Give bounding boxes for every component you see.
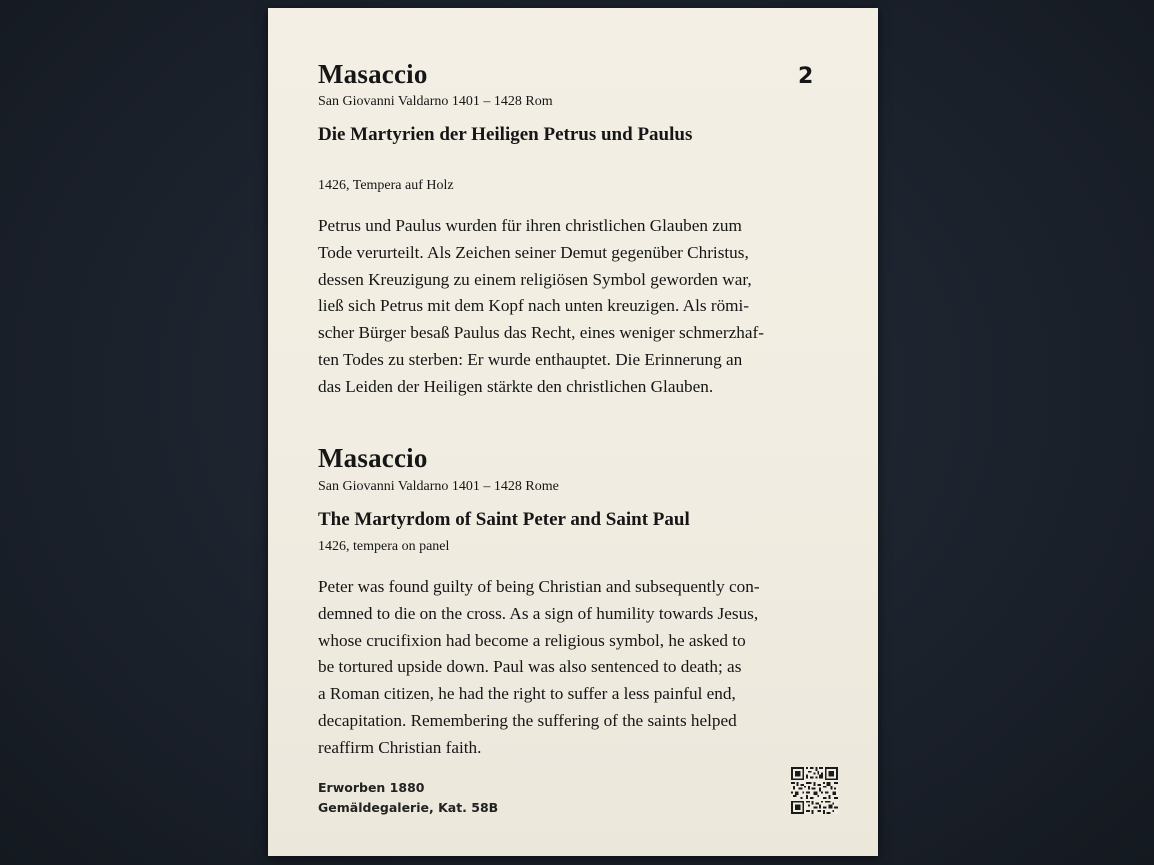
artist-name-de: Masaccio — [318, 59, 428, 89]
description-line: a Roman citizen, he had the right to suffer a less painful end, — [318, 684, 736, 704]
description-line: be tortured upside down. Paul was also sentenced to death; as — [318, 657, 742, 677]
qr-code-icon[interactable] — [791, 767, 838, 814]
description-line: das Leiden der Heiligen stärkte den christlichen Glauben. — [318, 376, 714, 396]
description-line: Petrus und Paulus wurden für ihren christlichen Glauben zum — [318, 216, 742, 235]
artist-name-en: Masaccio — [318, 443, 428, 473]
artist-life-de: San Giovanni Valdarno 1401 – 1428 Rom — [318, 94, 553, 109]
description-line: ließ sich Petrus mit dem Kopf nach unten kreuzigen. Als römi- — [318, 296, 750, 316]
description-line: whose crucifixion had become a religious symbol, he asked to — [318, 630, 746, 650]
description-line: scher Bürger besaß Paulus das Recht, eines weniger schmerzhaf- — [318, 323, 764, 343]
description-line: Peter was found guilty of being Christian and subsequently con- — [318, 577, 760, 596]
description-line: Tode verurteilt. Als Zeichen seiner Demut gegenüber Christus, — [318, 242, 749, 262]
description-line: reaffirm Christian faith. — [318, 737, 482, 757]
description-line: ten Todes zu sterben: Er wurde enthauptet. Die Erinnerung an — [318, 349, 743, 369]
label-number: 2 — [798, 64, 814, 89]
museum-label-card — [268, 8, 878, 856]
acquisition-info — [318, 778, 498, 818]
acquired-year: Erworben 1880 — [318, 780, 425, 795]
description-line: demned to die on the cross. As a sign of humility towards Jesus, — [318, 603, 759, 623]
artist-life-en: San Giovanni Valdarno 1401 – 1428 Rome — [318, 479, 559, 494]
description-de — [318, 213, 838, 401]
artwork-title-en: The Martyrdom of Saint Peter and Saint Paul — [318, 509, 690, 530]
description-line: decapitation. Remembering the suffering of the saints helped — [318, 710, 737, 730]
description-en — [318, 574, 838, 762]
artwork-meta-en: 1426, tempera on panel — [318, 539, 450, 554]
description-line: dessen Kreuzigung zu einem religiösen Symbol geworden war, — [318, 269, 752, 289]
artwork-meta-de: 1426, Tempera auf Holz — [318, 178, 454, 193]
artwork-title-de: Die Martyrien der Heiligen Petrus und Paulus — [318, 124, 693, 145]
catalog-number: Gemäldegalerie, Kat. 58B — [318, 800, 499, 815]
